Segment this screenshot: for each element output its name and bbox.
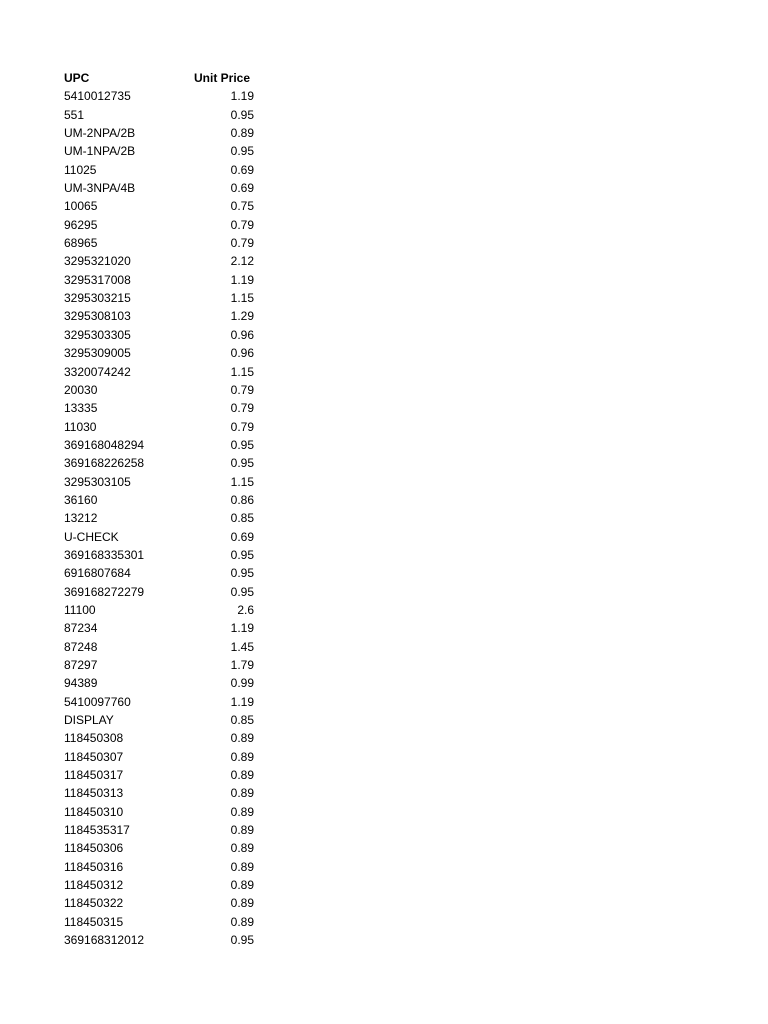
- table-row: [64, 381, 254, 399]
- unit-price-cell[interactable]: 0.95: [230, 144, 254, 159]
- table-row: [64, 216, 254, 234]
- upc-cell[interactable]: 3295303305: [64, 327, 131, 342]
- upc-cell[interactable]: 5410012735: [64, 89, 131, 104]
- table-row: [64, 363, 254, 381]
- table-row: [64, 509, 254, 527]
- table-row: [64, 289, 254, 307]
- table-row: [64, 766, 254, 784]
- table-row: [64, 693, 254, 711]
- table-row: [64, 252, 254, 270]
- upc-cell[interactable]: 6916807684: [64, 566, 131, 581]
- upc-cell[interactable]: 1184535317: [64, 823, 130, 838]
- table-row: [64, 326, 254, 344]
- spreadsheet-sheet: [64, 69, 264, 950]
- table-row: [64, 473, 254, 491]
- table-row: [64, 197, 254, 215]
- unit-price-cell[interactable]: 0.79: [230, 382, 254, 397]
- upc-cell[interactable]: UM-2NPA/2B: [64, 126, 136, 141]
- upc-cell[interactable]: 68965: [64, 236, 98, 251]
- upc-cell[interactable]: 369168312012: [64, 933, 145, 948]
- upc-cell[interactable]: 118450308: [64, 731, 124, 746]
- upc-cell[interactable]: 13335: [64, 401, 98, 416]
- upc-cell[interactable]: 87234: [64, 621, 98, 636]
- upc-cell[interactable]: 3295309005: [64, 346, 131, 361]
- unit-price-cell[interactable]: 0.89: [230, 841, 254, 856]
- unit-price-cell[interactable]: 0.89: [230, 859, 254, 874]
- upc-cell[interactable]: 36160: [64, 492, 98, 507]
- upc-cell[interactable]: 96295: [64, 217, 98, 232]
- upc-cell[interactable]: 118450322: [64, 896, 124, 911]
- unit-price-cell[interactable]: 0.95: [230, 547, 254, 562]
- unit-price-cell[interactable]: 0.69: [230, 162, 254, 177]
- unit-price-cell[interactable]: 0.89: [230, 914, 254, 929]
- table-row: [64, 821, 254, 839]
- unit-price-cell[interactable]: 0.89: [230, 749, 254, 764]
- table-row: [64, 674, 254, 692]
- unit-price-cell[interactable]: 0.69: [230, 181, 254, 196]
- upc-cell[interactable]: 369168272279: [64, 584, 145, 599]
- table-row: [64, 142, 254, 160]
- upc-cell[interactable]: 3295303215: [64, 291, 131, 306]
- upc-cell[interactable]: UM-1NPA/2B: [64, 144, 136, 159]
- table-row: [64, 583, 254, 601]
- upc-cell[interactable]: 11030: [64, 419, 97, 434]
- table-row: [64, 418, 254, 436]
- table-row: [64, 546, 254, 564]
- table-row: [64, 234, 254, 252]
- table-row: [64, 931, 254, 949]
- unit-price-cell[interactable]: 1.15: [230, 474, 254, 489]
- unit-price-cell[interactable]: 0.86: [230, 492, 254, 507]
- price-table: [64, 69, 254, 950]
- unit-price-cell[interactable]: 0.89: [230, 731, 254, 746]
- table-row: [64, 711, 254, 729]
- table-row: [64, 124, 254, 142]
- unit-price-cell[interactable]: 0.79: [230, 401, 254, 416]
- table-row: [64, 656, 254, 674]
- table-row: [64, 528, 254, 546]
- upc-cell[interactable]: 13212: [64, 511, 98, 526]
- upc-cell[interactable]: 87248: [64, 639, 98, 654]
- unit-price-cell[interactable]: 2.6: [237, 602, 254, 617]
- upc-cell[interactable]: 3320074242: [64, 364, 131, 379]
- table-row: [64, 491, 254, 509]
- unit-price-cell[interactable]: 0.95: [230, 456, 254, 471]
- unit-price-cell[interactable]: 1.15: [230, 291, 254, 306]
- upc-cell[interactable]: 3295308103: [64, 309, 131, 324]
- table-row: [64, 87, 254, 105]
- unit-price-cell[interactable]: 0.69: [230, 529, 254, 544]
- upc-cell[interactable]: 5410097760: [64, 694, 131, 709]
- upc-cell[interactable]: 3295317008: [64, 272, 131, 287]
- upc-cell[interactable]: 369168226258: [64, 456, 145, 471]
- upc-cell[interactable]: U-CHECK: [64, 529, 119, 544]
- upc-cell[interactable]: 11100: [64, 602, 96, 617]
- unit-price-cell[interactable]: 0.99: [230, 676, 254, 691]
- table-row: [64, 161, 254, 179]
- table-row: [64, 638, 254, 656]
- unit-price-cell[interactable]: 0.89: [230, 786, 254, 801]
- upc-cell[interactable]: 20030: [64, 382, 98, 397]
- table-row: [64, 436, 254, 454]
- unit-price-cell[interactable]: 0.95: [230, 107, 254, 122]
- unit-price-cell[interactable]: 0.89: [230, 878, 254, 893]
- unit-price-cell[interactable]: 0.89: [230, 804, 254, 819]
- unit-price-cell[interactable]: 0.75: [230, 199, 254, 214]
- upc-cell[interactable]: 87297: [64, 658, 98, 672]
- upc-cell[interactable]: 118450312: [64, 878, 124, 893]
- upc-cell[interactable]: 118450317: [64, 768, 124, 783]
- table-row: [64, 913, 254, 931]
- upc-cell[interactable]: 551: [64, 107, 85, 122]
- unit-price-cell[interactable]: 0.79: [230, 217, 254, 232]
- table-row: [64, 271, 254, 289]
- unit-price-cell[interactable]: 1.19: [230, 272, 254, 287]
- unit-price-cell[interactable]: 1.19: [230, 89, 254, 104]
- table-row: [64, 839, 254, 857]
- unit-price-cell[interactable]: 1.19: [230, 621, 254, 636]
- upc-cell[interactable]: DISPLAY: [64, 713, 114, 728]
- table-row: [64, 106, 254, 124]
- unit-price-cell[interactable]: 0.96: [230, 327, 254, 342]
- upc-cell[interactable]: 94389: [64, 676, 98, 691]
- unit-price-cell[interactable]: 0.79: [230, 236, 254, 251]
- upc-cell[interactable]: 118450313: [64, 786, 124, 801]
- table-row: [64, 784, 254, 802]
- unit-price-cell[interactable]: 0.89: [230, 823, 254, 838]
- unit-price-cell[interactable]: 1.15: [230, 364, 254, 379]
- upc-cell[interactable]: 118450310: [64, 804, 124, 819]
- table-row: [64, 858, 254, 876]
- upc-cell[interactable]: 118450306: [64, 841, 124, 856]
- header-row: [64, 69, 254, 87]
- table-row: [64, 894, 254, 912]
- unit-price-cell[interactable]: 0.85: [230, 713, 254, 728]
- unit-price-cell[interactable]: 0.95: [230, 437, 254, 452]
- upc-cell[interactable]: 10065: [64, 199, 98, 214]
- table-row: [64, 748, 254, 766]
- unit-price-cell[interactable]: 0.89: [230, 896, 254, 911]
- table-row: [64, 876, 254, 894]
- table-row: [64, 564, 254, 582]
- table-row: [64, 729, 254, 747]
- unit-price-cell[interactable]: 1.29: [230, 309, 254, 324]
- upc-cell[interactable]: 11025: [64, 162, 97, 177]
- unit-price-cell[interactable]: 0.89: [230, 768, 254, 783]
- table-row: [64, 399, 254, 417]
- table-body: [64, 87, 254, 949]
- upc-cell[interactable]: 369168335301: [64, 547, 145, 562]
- unit-price-cell[interactable]: 0.85: [230, 511, 254, 526]
- unit-price-cell[interactable]: 0.79: [230, 419, 254, 434]
- table-row: [64, 619, 254, 637]
- upc-cell[interactable]: UM-3NPA/4B: [64, 181, 136, 196]
- table-row: [64, 601, 254, 619]
- unit-price-cell[interactable]: 1.19: [230, 694, 254, 709]
- upc-cell[interactable]: 369168048294: [64, 437, 145, 452]
- unit-price-cell[interactable]: 0.95: [230, 566, 254, 581]
- upc-cell[interactable]: 118450307: [64, 749, 124, 764]
- table-row: [64, 307, 254, 325]
- table-row: [64, 344, 254, 362]
- unit-price-cell[interactable]: 1.45: [230, 639, 254, 654]
- column-header-unit-price[interactable]: Unit Price: [194, 71, 251, 85]
- upc-cell[interactable]: 3295321020: [64, 254, 131, 269]
- upc-cell[interactable]: 3295303105: [64, 474, 131, 489]
- unit-price-cell[interactable]: 0.89: [230, 126, 254, 141]
- unit-price-cell[interactable]: 0.95: [230, 584, 254, 599]
- column-header-upc[interactable]: UPC: [64, 71, 90, 85]
- upc-cell[interactable]: 118450315: [64, 914, 124, 929]
- unit-price-cell[interactable]: 0.96: [230, 346, 254, 361]
- upc-cell[interactable]: 118450316: [64, 859, 124, 874]
- table-header: [64, 69, 254, 87]
- unit-price-cell[interactable]: 2.12: [230, 254, 254, 269]
- table-row: [64, 179, 254, 197]
- unit-price-cell[interactable]: 0.95: [230, 933, 254, 948]
- table-row: [64, 454, 254, 472]
- unit-price-cell[interactable]: 1.79: [230, 658, 254, 672]
- table-row: [64, 803, 254, 821]
